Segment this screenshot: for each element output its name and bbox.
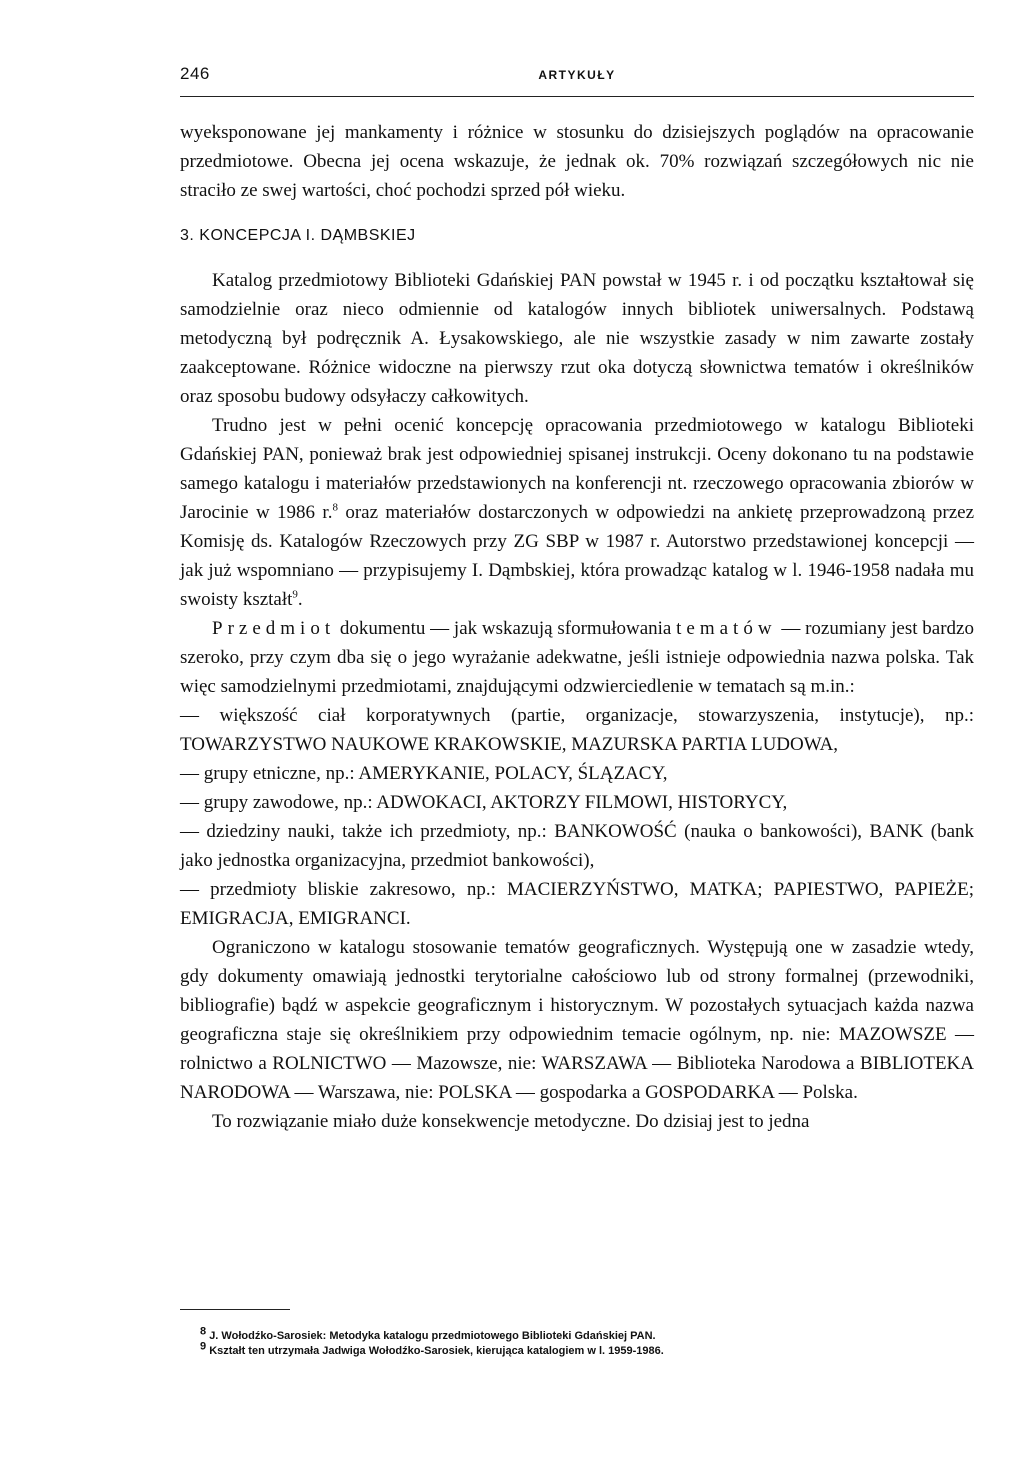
paragraph-catalog-origin: Katalog przedmiotowy Biblioteki Gdańskiej PAN powstał w 1945 r. i od początku kształtował się samodzielnie oraz nieco odmiennie od katalogów innych bibliotek uniwersalnych. Podstawą metodyczną był podręcznik A. Łysakowskiego, ale nie wszystkie zasady w nim zawarte zostały zaakceptowane. Różnice widoczne na pierwszy rzut oka dotyczą słownictwa tematów i określników oraz sposobu budowy odsyłaczy całkowitych.	[180, 270, 974, 407]
page-header	[180, 60, 974, 97]
list-item: — dziedziny nauki, także ich przedmioty, np.: BANKOWOŚĆ (nauka o bankowości), BANK (bank jako jednostka organizacyjna, przedmiot bankowości),	[180, 821, 974, 871]
footnote-mark: 9	[200, 1340, 207, 1353]
page-number: 246	[180, 64, 210, 83]
footnote-ref-9: 9	[292, 588, 298, 601]
paragraph-concept-assessment	[180, 411, 974, 614]
footnote-mark: 8	[200, 1325, 207, 1338]
term-spaced: tematów	[676, 618, 777, 639]
text-run: — rozumiany jest bardzo szeroko, przy czym dba się o jego wyrażanie adekwatne, jeśli istnieje odpowiednia nazwa polska. Tak więc samodzielnymi przedmiotami, znajdującymi odzwierciedlenie w tematach są m.in.:	[180, 618, 974, 697]
list-item: — większość ciał korporatywnych (partie, organizacje, stowarzyszenia, instytucje), np.: TOWARZYSTWO NAUKOWE KRAKOWSKIE, MAZURSKA PARTIA LUDOWA,	[180, 705, 974, 755]
text-run: .	[297, 589, 303, 610]
footnote-rule	[180, 1309, 290, 1310]
article-body	[180, 118, 974, 1136]
footnotes	[200, 1325, 974, 1359]
section-heading: 3. KONCEPCJA I. DĄMBSKIEJ	[180, 227, 416, 244]
paragraph-continuation: wyeksponowane jej mankamenty i różnice w stosunku do dzisiejszych poglądów na opracowanie przedmiotowe. Obecna jej ocena wskazuje, że jednak ok. 70% rozwiązań szczegółowych nic nie straciło ze swej wartości, choć pochodzi sprzed pół wieku.	[180, 122, 974, 201]
running-title: ARTYKUŁY	[538, 68, 616, 82]
footnote-text: Kształt ten utrzymała Jadwiga Wołodźko-Sarosiek, kierująca katalogiem w l. 1959-1986.	[209, 1345, 664, 1357]
term-spaced: Przedmiot	[212, 618, 336, 639]
list-item: — grupy etniczne, np.: AMERYKANIE, POLACY, ŚLĄZACY,	[180, 763, 668, 784]
paragraph-consequences: To rozwiązanie miało duże konsekwencje metodyczne. Do dzisiaj jest to jedna	[212, 1111, 810, 1132]
paragraph-geographic-topics: Ograniczono w katalogu stosowanie tematów geograficznych. Występują one w zasadzie wtedy, gdy dokumenty omawiają jednostki terytorialne całościowo lub od strony formalnej (przewodniki, bibliografie) bądź w aspekcie geograficznym i historycznym. W pozostałych sytuacjach każda nazwa geograficzna staje się określnikiem przy odpowiednim temacie ogólnym, np. nie: MAZOWSZE — rolnictwo a ROLNICTWO — Mazowsze, nie: WARSZAWA — Biblioteka Narodowa a BIBLIOTEKA NARODOWA — Warszawa, nie: POLSKA — gospodarka a GOSPODARKA — Polska.	[180, 937, 974, 1103]
text-run: dokumentu — jak wskazują sformułowania	[335, 618, 677, 639]
list-item: — przedmioty bliskie zakresowo, np.: MACIERZYŃSTWO, MATKA; PAPIESTWO, PAPIEŻE; EMIGRACJA, EMIGRANCI.	[180, 879, 974, 929]
paragraph-subject-definition	[180, 614, 974, 701]
footnote-8	[200, 1325, 974, 1344]
footnote-ref-8: 8	[332, 501, 338, 514]
text-run: Trudno jest w pełni ocenić koncepcję opracowania przedmiotowego w katalogu Biblioteki Gdańskiej PAN, ponieważ brak jest odpowiedniej spisanej instrukcji. Oceny dokonano tu na podstawie samego katalogu i materiałów przedstawionych na konferencji nt. rzeczowego opracowania zbiorów w Jarocinie w 1986 r.	[180, 415, 974, 523]
list-item: — grupy zawodowe, np.: ADWOKACI, AKTORZY FILMOWI, HISTORYCY,	[180, 792, 788, 813]
text-run: oraz materiałów dostarczonych w odpowiedzi na ankietę przeprowadzoną przez Komisję ds. Katalogów Rzeczowych przy ZG SBP w 1987 r. Autorstwo przedstawionej koncepcji — jak już wspomniano — przypisujemy I. Dąmbskiej, która prowadząc katalog w l. 1946-1958 nadała mu swoisty kształt	[180, 502, 975, 610]
footnote-9	[200, 1340, 974, 1359]
footnote-text: J. Wołodźko-Sarosiek: Metodyka katalogu przedmiotowego Biblioteki Gdańskiej PAN.	[209, 1330, 656, 1342]
